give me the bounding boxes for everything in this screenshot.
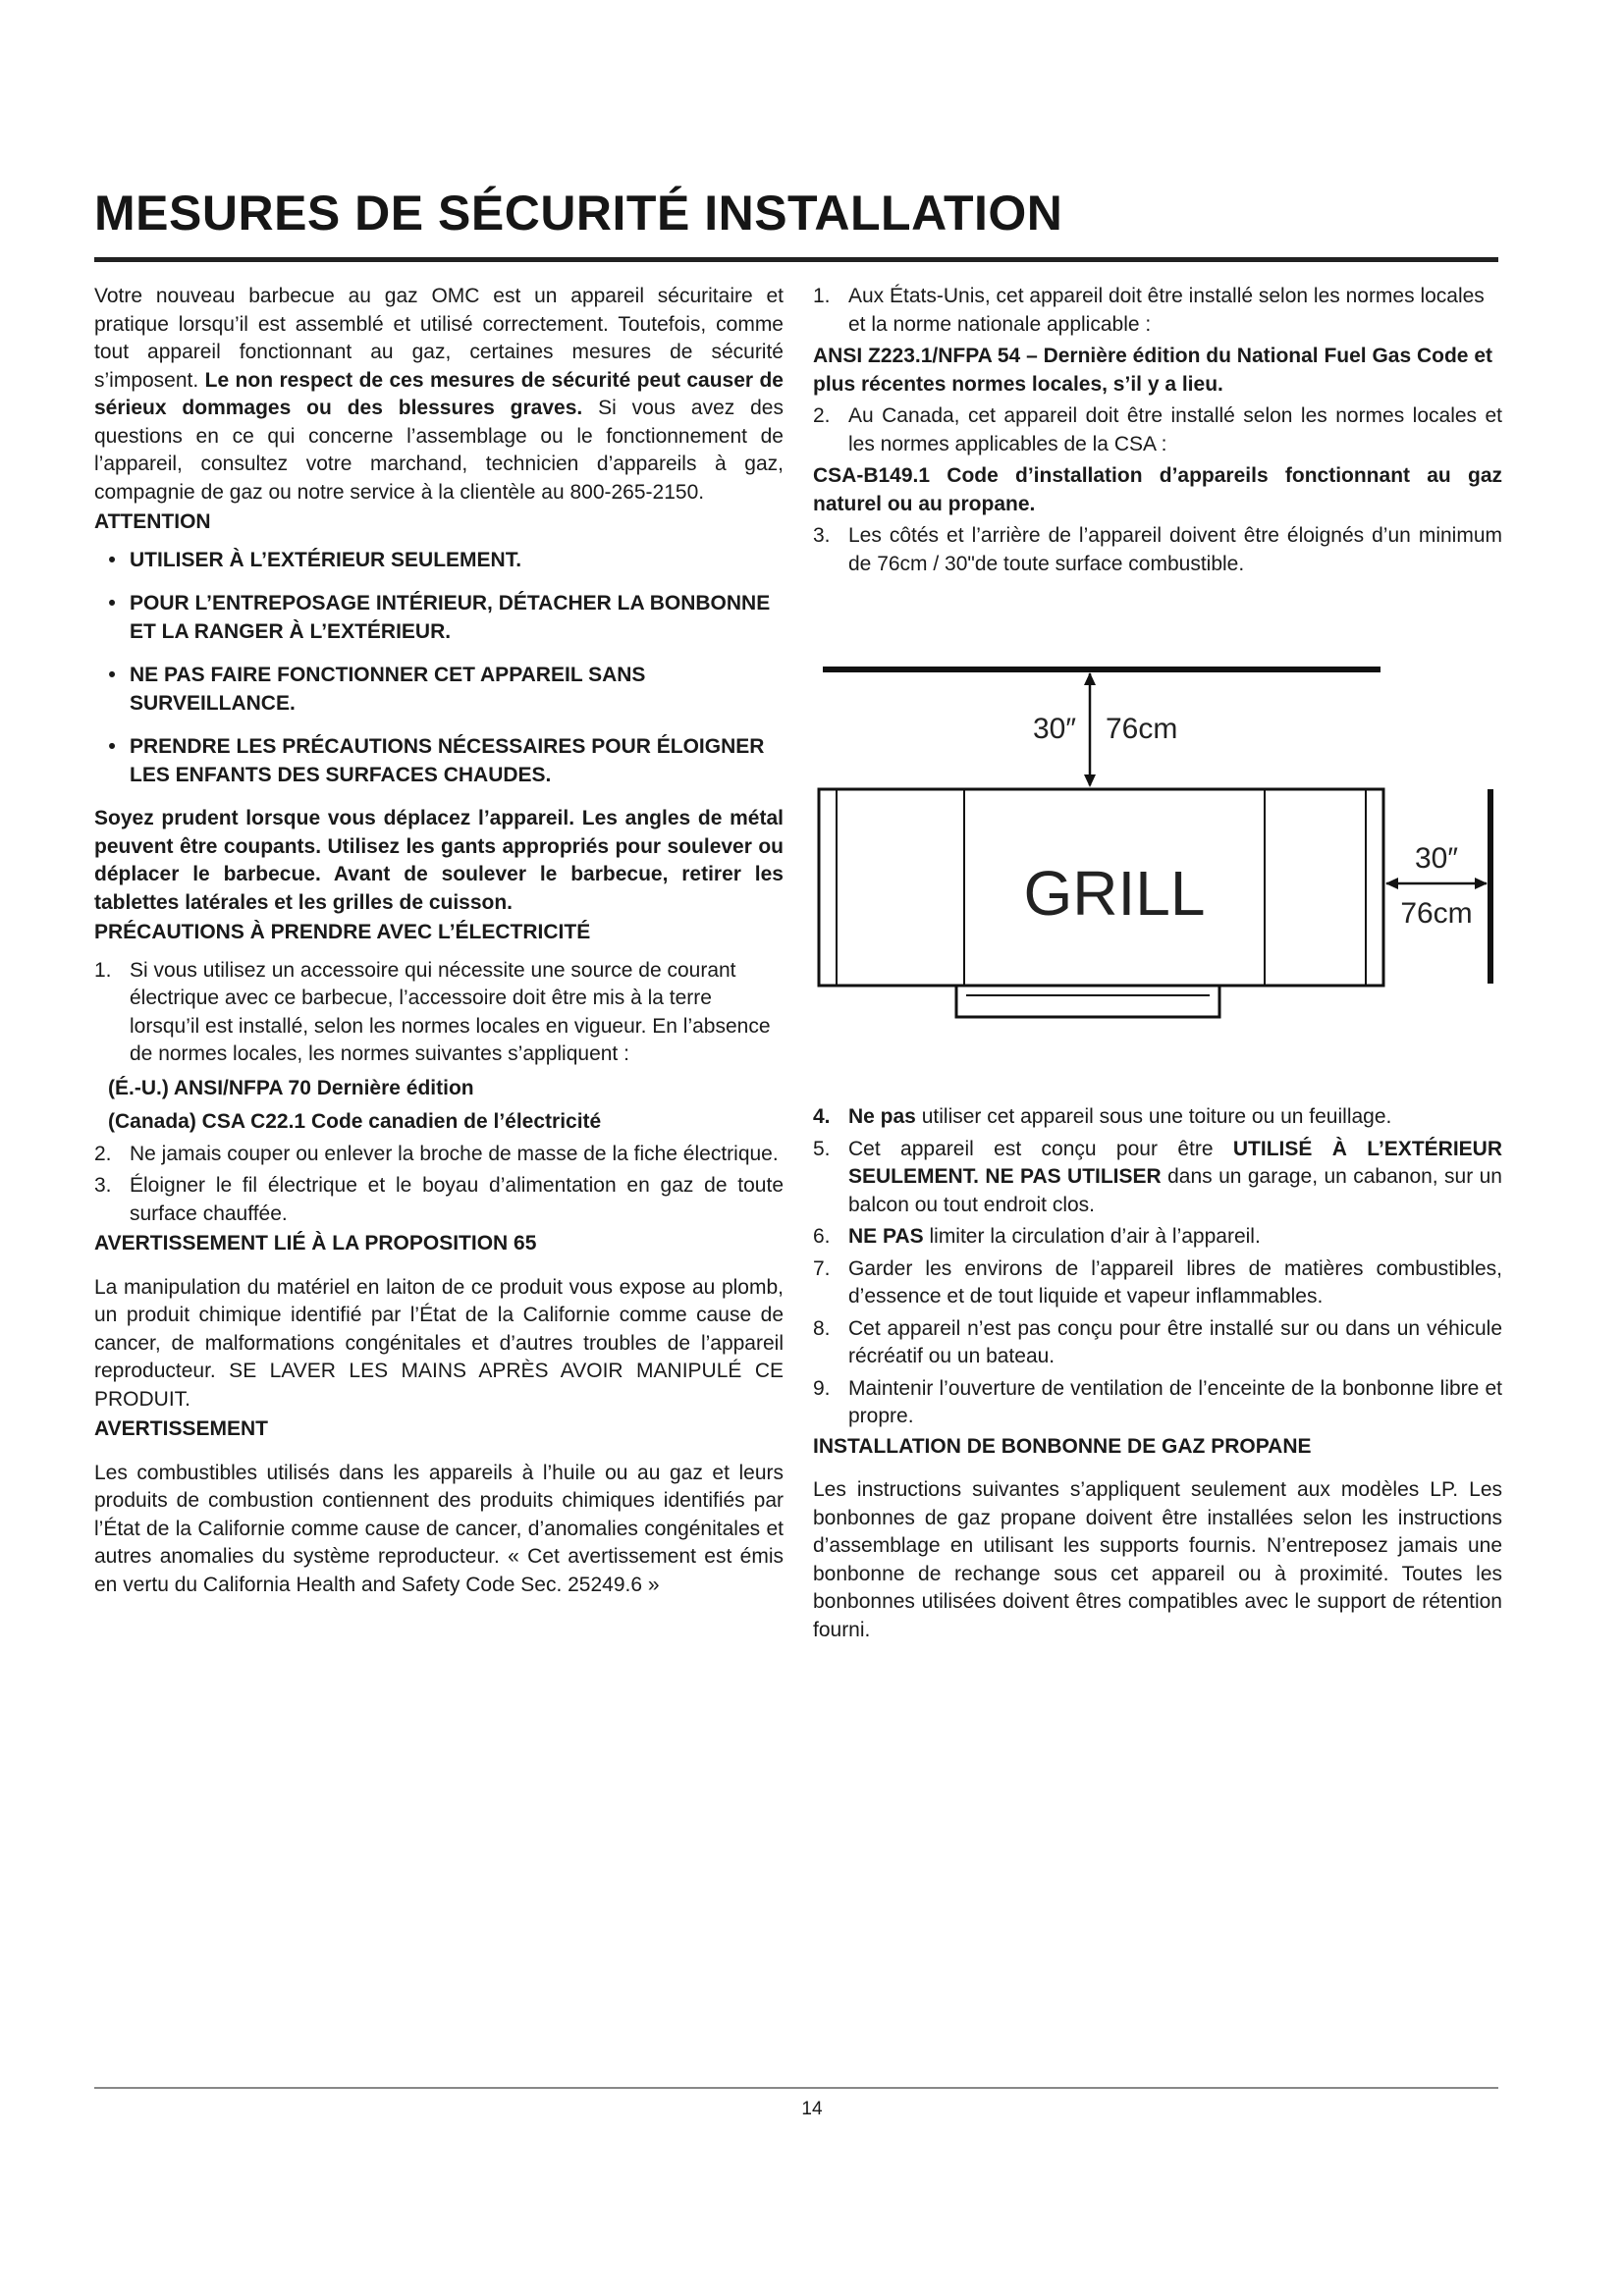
list-item — [813, 1136, 1502, 1220]
list-item — [813, 1223, 1502, 1252]
item-text: Garder les environs de l’appareil libres de matières combustibles, d’essence et de tout liquide et vapeur inflammables. — [848, 1256, 1502, 1308]
bullet-icon: • — [108, 548, 116, 571]
intro-bold-warning: Le non respect de ces mesures de sécurité peut causer de sérieux dommages ou des blessures graves. — [94, 368, 784, 419]
bullet-icon: • — [108, 735, 116, 758]
bullet-text: UTILISER À L’EXTÉRIEUR SEULEMENT. — [130, 548, 522, 571]
list-item — [813, 1315, 1502, 1371]
grill-base — [956, 986, 1219, 1017]
bullet-text: NE PAS FAIRE FONCTIONNER CET APPAREIL SANS SURVEILLANCE. — [130, 664, 646, 715]
list-item — [813, 402, 1502, 458]
code-canada: (Canada) CSA C22.1 Code canadien de l’électricité — [108, 1110, 602, 1133]
item-number: 5. — [813, 1137, 831, 1160]
item-text: dans un garage, un cabanon, sur un balcon ou tout endroit clos. — [848, 1165, 1502, 1216]
item-text: Les côtés et l’arrière de l’appareil doivent être éloignés d’un minimum de 76cm / 30"de toute surface combustible. — [848, 524, 1502, 575]
item-number: 6. — [813, 1225, 831, 1248]
electric-heading: PRÉCAUTIONS À PRENDRE AVEC L’ÉLECTRICITÉ — [94, 921, 591, 943]
item-text: Cet appareil est conçu pour être — [848, 1137, 1214, 1160]
bullet-icon: • — [108, 664, 116, 686]
rear-clearance-cm: 76cm — [1106, 713, 1178, 745]
item-text: Maintenir l’ouverture de ventilation de l’enceinte de la bonbonne libre et propre. — [848, 1376, 1502, 1427]
moving-caution: Soyez prudent lorsque vous déplacez l’appareil. Les angles de métal peuvent être coupants. Utilisez les gants appropriés pour soulever ou déplacer le barbecue. Avant de soulever le barbecue, retirer les tablettes latérales et les grilles de cuisson. — [94, 807, 784, 914]
list-item — [813, 522, 1502, 578]
item-text: limiter la circulation d’air à l’appareil. — [929, 1225, 1261, 1248]
prop65-text: La manipulation du matériel en laiton de ce produit vous expose au plomb, un produit chimique identifié par l’État de la Californie comme cause de cancer, de malformations congénitales et d’autres troubles de l’appareil reproducteur. SE LAVER LES MAINS APRÈS AVOIR MANIPULÉ CE PRODUIT. — [94, 1275, 784, 1411]
intro-text: Votre nouveau barbecue au gaz OMC est un appareil sécuritaire et pratique lorsqu’il est assemblé et utilisé correctement. Toutefois, comme tout appareil fonctionnant au gaz, certaines mesures de sécurité s’imposent. — [94, 285, 784, 392]
page-number: 14 — [801, 2099, 823, 2119]
list-item — [94, 733, 784, 789]
item-text: Au Canada, cet appareil doit être installé selon les normes locales et les normes applicables de la CSA : — [848, 404, 1502, 455]
bullet-text: POUR L’ENTREPOSAGE INTÉRIEUR, DÉTACHER LA BONBONNE ET LA RANGER À L’EXTÉRIEUR. — [130, 592, 771, 643]
intro-end-text: Si vous avez des questions en ce qui concerne l’assemblage ou le fonctionnement de l’appareil, consultez votre marchand, technicien d’appareils à gaz, compagnie de gaz ou notre service à la clientèle au 800-265-2150. — [94, 397, 784, 504]
bullet-text: PRENDRE LES PRÉCAUTIONS NÉCESSAIRES POUR ÉLOIGNER LES ENFANTS DES SURFACES CHAUDES. — [130, 735, 765, 786]
list-item — [94, 590, 784, 646]
arrow-head-left-icon — [1385, 878, 1398, 889]
item-text: Si vous utilisez un accessoire qui nécessite une source de courant électrique avec ce barbecue, l’accessoire doit être mis à la terre lorsqu’il est installé, selon les normes locales en vigueur. En l’absence de normes locales, les normes suivantes s’appliquent : — [130, 958, 771, 1065]
rear-clearance-inches: 30″ — [1033, 713, 1076, 745]
list-item — [94, 1172, 784, 1228]
arrow-head-up-icon — [1084, 672, 1096, 685]
list-item — [94, 547, 784, 575]
item-text: Aux États-Unis, cet appareil doit être installé selon les normes locales et la norme nationale applicable : — [848, 285, 1485, 336]
list-item — [813, 1255, 1502, 1311]
arrow-head-down-icon — [1084, 774, 1096, 787]
attention-list — [94, 547, 784, 790]
lp-text: Les instructions suivantes s’appliquent seulement aux modèles LP. Les bonbonnes de gaz propane doivent être installées selon les instructions d’assemblage en utilisant les supports fournis. N’entreposez jamais une bonbonne de rechange sous cet appareil ou à proximité. Toutes les bonbonnes utilisées doivent êtres compatibles avec le support de rétention fourni. — [813, 1478, 1502, 1641]
right-column-lower — [813, 1103, 1502, 1644]
list-item — [813, 1103, 1502, 1132]
item-text: Ne jamais couper ou enlever la broche de masse de la fiche électrique. — [130, 1142, 779, 1165]
warning-text: Les combustibles utilisés dans les appareils à l’huile ou au gaz et leurs produits de combustion contiennent des produits chimiques identifiés par l’État de la Californie comme cause de cancer, d’anomalies congénitales et autres anomalies du système reproducteur. « Cet avertissement est émis en vertu du California Health and Safety Code Sec. 25249.6 » — [94, 1461, 784, 1596]
prop65-heading: AVERTISSEMENT LIÉ À LA PROPOSITION 65 — [94, 1232, 537, 1255]
lp-heading: INSTALLATION DE BONBONNE DE GAZ PROPANE — [813, 1434, 1312, 1458]
list-item — [813, 1375, 1502, 1431]
item-text: Cet appareil n’est pas conçu pour être installé sur ou dans un véhicule récréatif ou un bateau. — [848, 1316, 1502, 1367]
arrow-head-right-icon — [1475, 878, 1488, 889]
side-clearance-cm: 76cm — [1400, 897, 1473, 930]
footer-divider — [94, 2087, 1498, 2089]
clearance-diagram — [813, 658, 1512, 1070]
grill-label: GRILL — [1023, 858, 1206, 929]
code-us: (É.-U.) ANSI/NFPA 70 Dernière édition — [108, 1076, 474, 1099]
side-clearance-inches: 30″ — [1415, 842, 1458, 875]
intro-paragraph — [94, 283, 784, 507]
list-item — [94, 1141, 784, 1169]
page-title: MESURES DE SÉCURITÉ INSTALLATION — [94, 186, 1063, 240]
item-number: 1. — [94, 958, 112, 982]
item-number: 2. — [813, 404, 831, 427]
item-number: 7. — [813, 1256, 831, 1280]
item-bold-text: Ne pas — [848, 1105, 916, 1128]
item-number: 1. — [813, 285, 831, 307]
item-number: 3. — [94, 1174, 112, 1197]
bullet-icon: • — [108, 592, 116, 614]
right-column — [813, 283, 1502, 578]
item-text: utiliser cet appareil sous une toiture ou un feuillage. — [921, 1105, 1392, 1128]
csa-code: CSA-B149.1 Code d’installation d’appareils fonctionnant au gaz naturel ou au propane. — [813, 464, 1502, 515]
list-item — [94, 957, 784, 1069]
attention-heading: ATTENTION — [94, 510, 211, 533]
ansi-code: ANSI Z223.1/NFPA 54 – Dernière édition du National Fuel Gas Code et plus récentes normes locales, s’il y a lieu. — [813, 345, 1492, 396]
item-number: 4. — [813, 1105, 831, 1128]
item-number: 9. — [813, 1376, 831, 1400]
list-item — [813, 283, 1502, 339]
item-number: 3. — [813, 524, 831, 547]
left-column — [94, 283, 784, 1599]
item-bold-text: NE PAS — [848, 1225, 924, 1248]
item-number: 2. — [94, 1142, 112, 1165]
list-item — [94, 662, 784, 718]
item-bold-text: UTILISÉ À L’EXTÉRIEUR SEULEMENT. NE PAS UTILISER — [848, 1137, 1502, 1188]
title-divider — [94, 257, 1498, 262]
warning-heading: AVERTISSEMENT — [94, 1417, 268, 1440]
item-number: 8. — [813, 1316, 831, 1340]
item-text: Éloigner le fil électrique et le boyau d’alimentation en gaz de toute surface chauffée. — [130, 1174, 784, 1225]
